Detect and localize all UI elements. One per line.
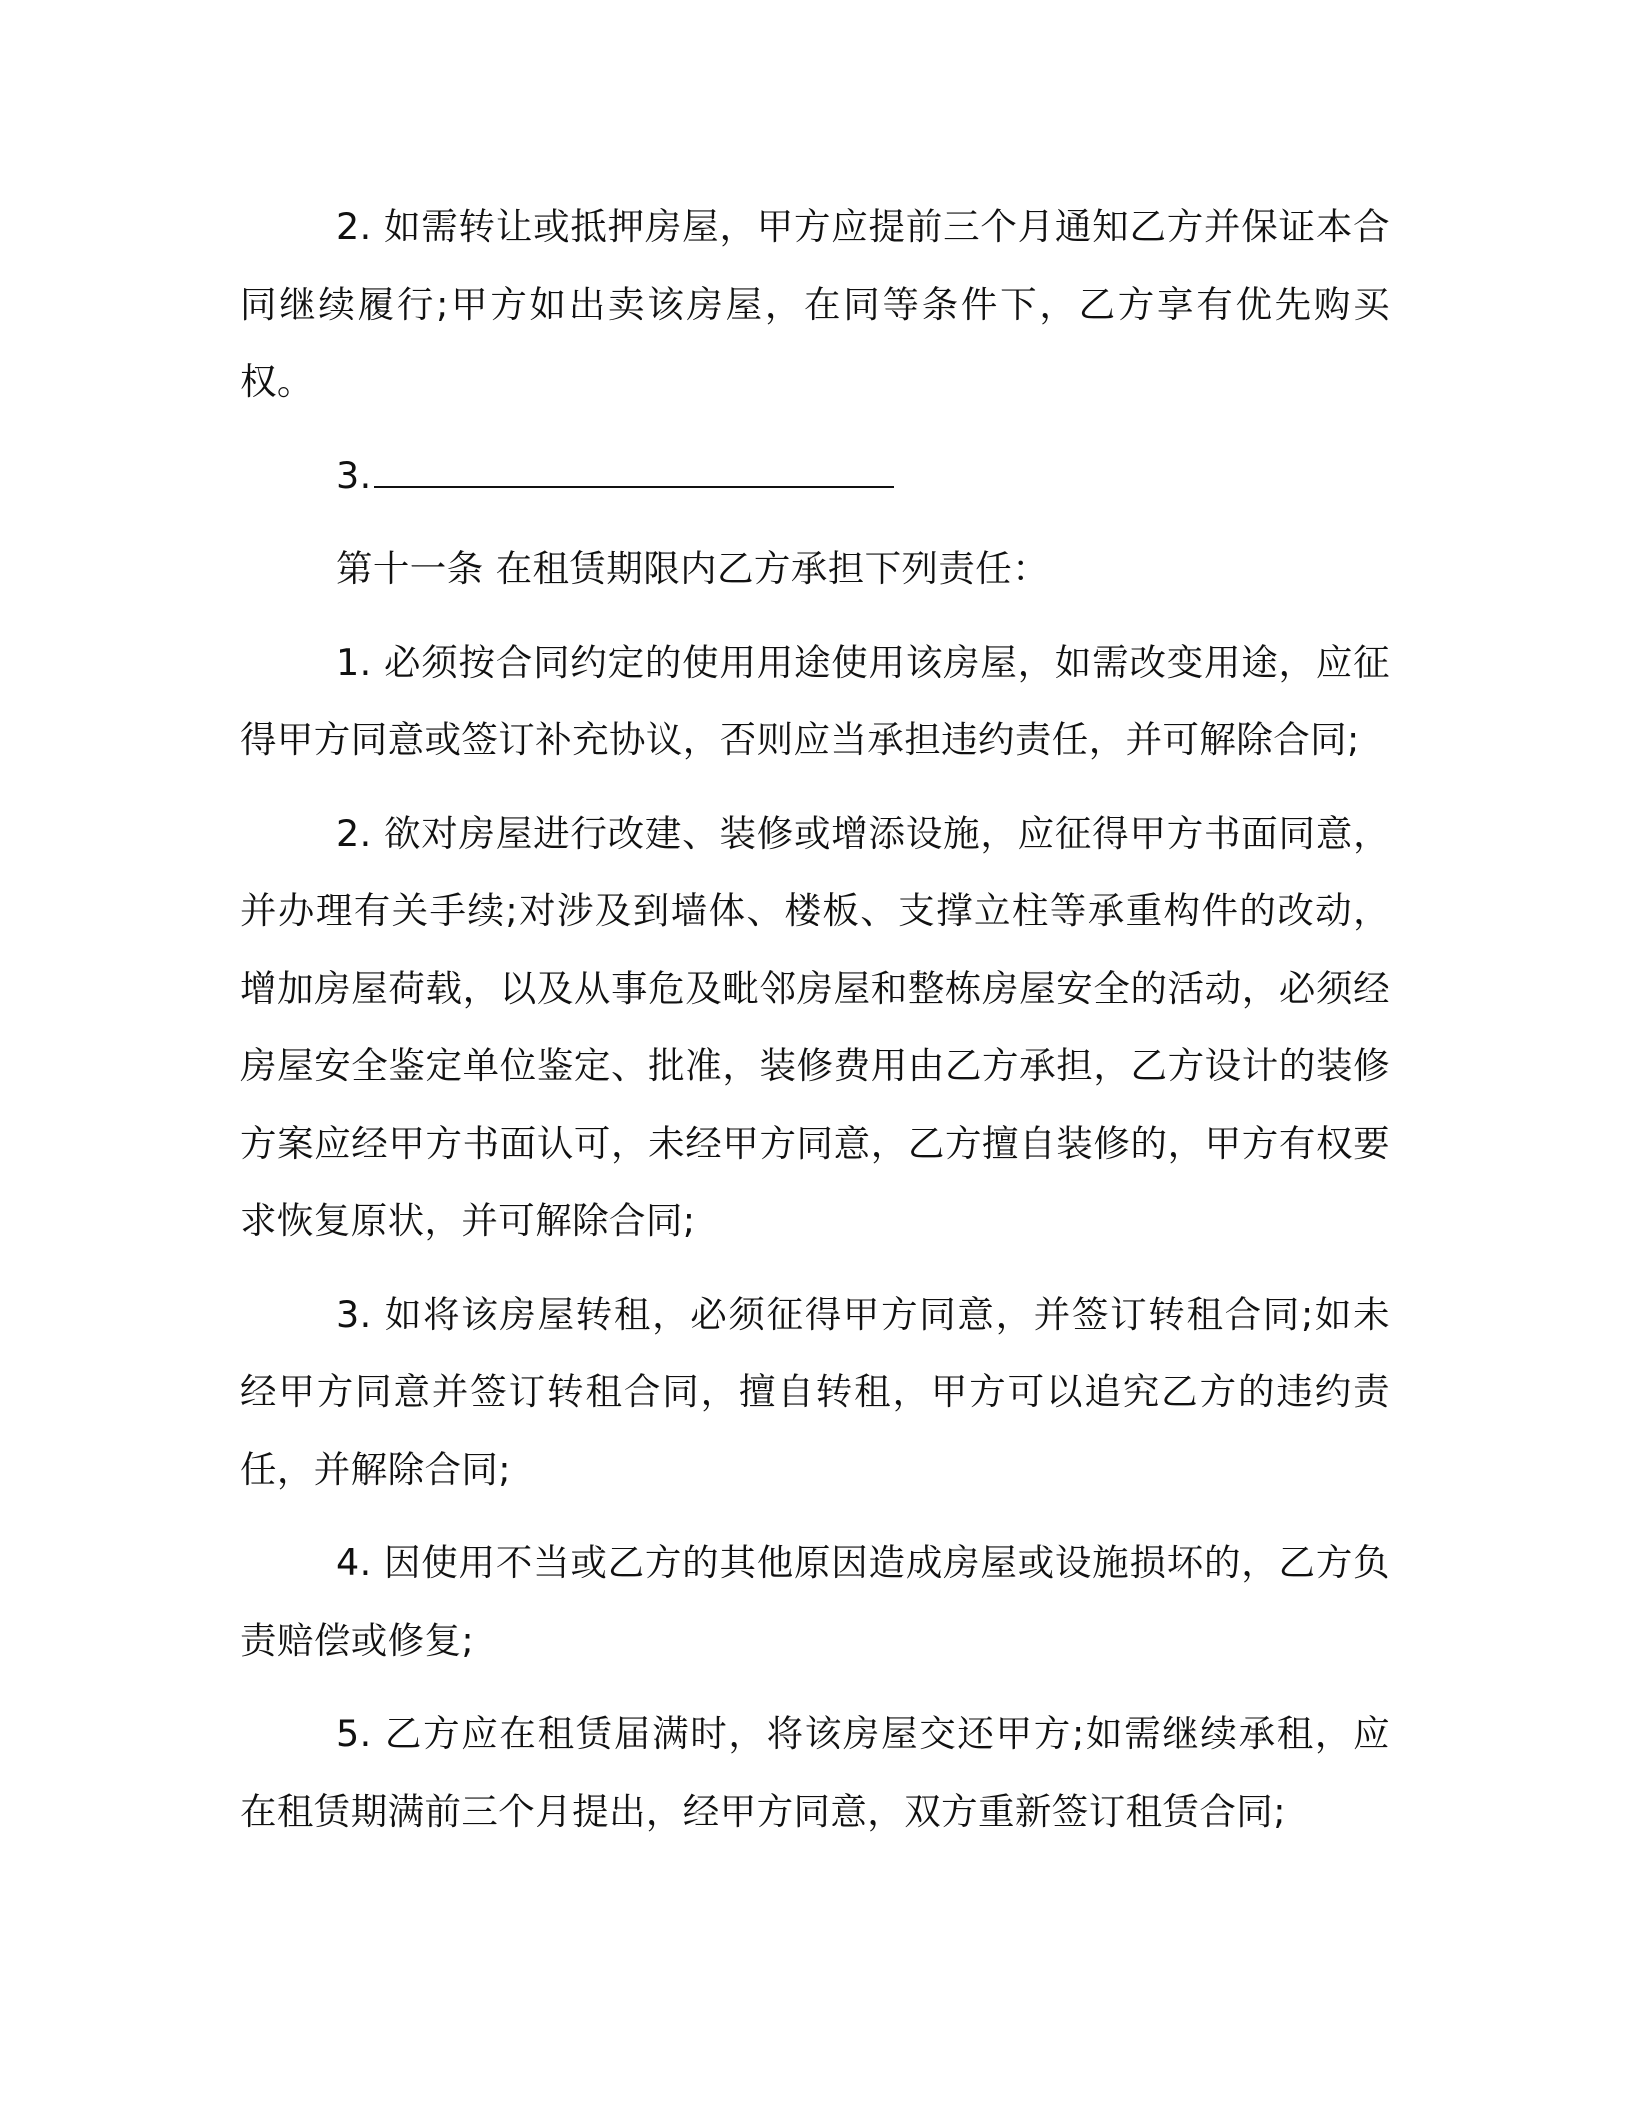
fill-in-blank-line <box>374 464 894 488</box>
clause-11-item-3: 3. 如将该房屋转租，必须征得甲方同意，并签订转租合同;如未经甲方同意并签订转租合同，擅自转租，甲方可以追究乙方的违约责任，并解除合同; <box>240 1292 1390 1491</box>
clause-11-item-5: 5. 乙方应在租赁届满时，将该房屋交还甲方;如需继续承租，应在租赁期满前三个月提出，经甲方同意，双方重新签订租赁合同; <box>240 1712 1390 1833</box>
clause-10-item-3 <box>240 437 1390 515</box>
clause-11-item-1: 1. 必须按合同约定的使用用途使用该房屋，如需改变用途，应征得甲方同意或签订补充协议，否则应当承担违约责任，并可解除合同; <box>240 640 1390 761</box>
clause-10-item-3-label: 3. <box>336 453 372 497</box>
clause-11-item-4: 4. 因使用不当或乙方的其他原因造成房屋或设施损坏的，乙方负责赔偿或修复; <box>240 1541 1390 1662</box>
clause-11-item-2: 2. 欲对房屋进行改建、装修或增添设施，应征得甲方书面同意，并办理有关手续;对涉及到墙体、楼板、支撑立柱等承重构件的改动，增加房屋荷载，以及从事危及毗邻房屋和整栋房屋安全的活动，必须经房屋安全鉴定单位鉴定、批准，装修费用由乙方承担，乙方设计的装修方案应经甲方书面认可，未经甲方同意，乙方擅自装修的，甲方有权要求恢复原状，并可解除合同; <box>240 811 1390 1242</box>
clause-11-title: 第十一条 在租赁期限内乙方承担下列责任： <box>336 547 1050 590</box>
clause-10-item-2: 2. 如需转让或抵押房屋，甲方应提前三个月通知乙方并保证本合同继续履行;甲方如出卖该房屋，在同等条件下，乙方享有优先购买权。 <box>240 205 1390 403</box>
document-page <box>240 188 1390 1866</box>
